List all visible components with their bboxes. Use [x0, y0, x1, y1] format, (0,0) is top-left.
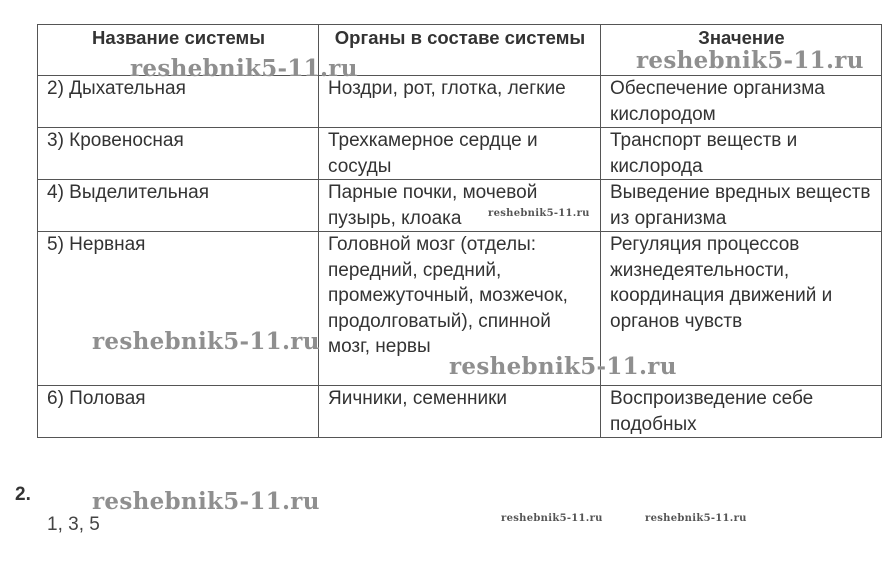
header-meaning: Значение — [601, 25, 882, 76]
watermark: reshebnik5-11.ru — [92, 488, 320, 515]
cell-system: 3) Кровеносная — [38, 128, 319, 180]
cell-system: 6) Половая — [38, 386, 319, 438]
table-row — [38, 386, 882, 438]
cell-organs: Трехкамерное сердце и сосуды — [319, 128, 601, 180]
cell-system: 5) Нервная — [38, 232, 319, 386]
cell-organs: Парные почки, мочевой пузырь, клоака — [319, 180, 601, 232]
cell-organs: Яичники, семенники — [319, 386, 601, 438]
table-row — [38, 76, 882, 128]
cell-system: 4) Выделительная — [38, 180, 319, 232]
question-number: 2. — [15, 484, 31, 505]
cell-meaning: Обеспечение организма кислородом — [601, 76, 882, 128]
table-row — [38, 180, 882, 232]
cell-meaning: Воспроизведение себе подобных — [601, 386, 882, 438]
watermark: reshebnik5-11.ru — [501, 513, 603, 524]
question-answer: 1, 3, 5 — [47, 514, 100, 535]
cell-organs: Ноздри, рот, глотка, легкие — [319, 76, 601, 128]
watermark: reshebnik5-11.ru — [130, 55, 358, 82]
organ-systems-table — [37, 24, 882, 438]
cell-organs: Головной мозг (отделы: передний, средний, промежуточный, мозжечок, продолговатый), спинной мозг, нервы — [319, 232, 601, 386]
cell-system: 2) Дыхательная — [38, 76, 319, 128]
watermark: reshebnik5-11.ru — [449, 353, 677, 380]
watermark: reshebnik5-11.ru — [636, 47, 864, 74]
cell-meaning: Транспорт веществ и кислорода — [601, 128, 882, 180]
cell-meaning: Выведение вредных веществ из организма — [601, 180, 882, 232]
table-header-row — [38, 25, 882, 76]
table-row — [38, 128, 882, 180]
header-system-name: Название системы — [38, 25, 319, 76]
watermark: reshebnik5-11.ru — [488, 208, 590, 219]
cell-meaning: Регуляция процессов жизнедеятельности, координация движений и органов чувств — [601, 232, 882, 386]
watermark: reshebnik5-11.ru — [92, 328, 320, 355]
table-row — [38, 232, 882, 386]
watermark: reshebnik5-11.ru — [645, 513, 747, 524]
header-organs: Органы в составе системы — [319, 25, 601, 76]
